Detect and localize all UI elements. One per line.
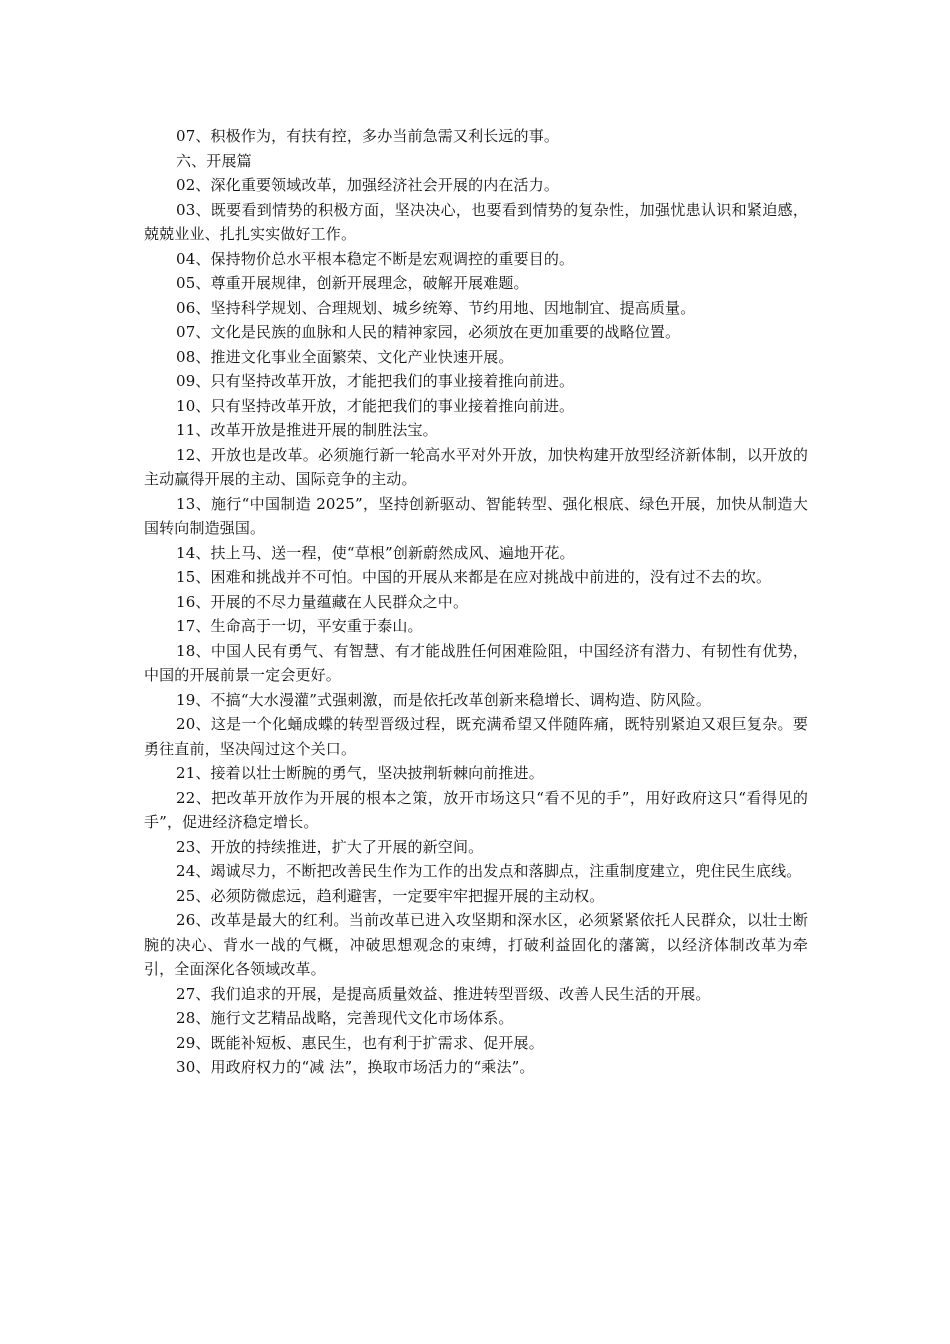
paragraph: 25、必须防微虑远，趋利避害，一定要牢牢把握开展的主动权。 <box>176 886 605 905</box>
paragraph: 03、既要看到情势的积极方面，坚决决心，也要看到情势的复杂性，加强忧患认识和紧迫感，兢兢业业、扎扎实实做好工作。 <box>144 200 808 243</box>
paragraph: 11、改革开放是推进开展的制胜法宝。 <box>176 421 438 439</box>
paragraph: 30、用政府权力的“减 法”，换取市场活力的“乘法”。 <box>176 1058 535 1076</box>
paragraph: 16、开展的不尽力量蕴藏在人民群众之中。 <box>176 592 469 611</box>
paragraph: 18、中国人民有勇气、有智慧、有才能战胜任何困难险阻，中国经济有潜力、有韧性有优势，中国的开展前景一定会更好。 <box>144 641 808 684</box>
paragraph: 13、施行“中国制造 2025”，坚持创新驱动、智能转型、强化根底、绿色开展，加快从制造大国转向制造强国。 <box>144 494 808 537</box>
paragraph: 04、保持物价总水平根本稳定不断是宏观调控的重要目的。 <box>176 249 575 268</box>
paragraph: 09、只有坚持改革开放，才能把我们的事业接着推向前进。 <box>176 372 575 390</box>
paragraph: 26、改革是最大的红利。当前改革已进入攻坚期和深水区，必须紧紧依托人民群众，以壮士断腕的决心、背水一战的气概，冲破思想观念的束缚，打破利益固化的藩篱，以经济体制改革为牵引，全面深化各领域改革。 <box>144 911 808 978</box>
paragraph: 17、生命高于一切，平安重于泰山。 <box>176 617 423 635</box>
paragraph: 02、深化重要领域改革，加强经济社会开展的内在活力。 <box>176 176 559 194</box>
paragraph: 23、开放的持续推进，扩大了开展的新空间。 <box>176 837 484 856</box>
section-heading: 六、开展篇 <box>176 151 252 170</box>
paragraph: 14、扶上马、送一程，使“草根”创新蔚然成风、遍地开花。 <box>176 543 575 562</box>
paragraph: 15、困难和挑战并不可怕。中国的开展从来都是在应对挑战中前进的，没有过不去的坎。 <box>176 568 772 586</box>
paragraph: 10、只有坚持改革开放，才能把我们的事业接着推向前进。 <box>176 396 575 415</box>
paragraph: 07、文化是民族的血脉和人民的精神家园，必须放在更加重要的战略位置。 <box>176 323 681 341</box>
document-body <box>144 124 808 1080</box>
paragraph: 08、推进文化事业全面繁荣、文化产业快速开展。 <box>176 347 514 366</box>
paragraph: 29、既能补短板、惠民生，也有利于扩需求、促开展。 <box>176 1033 544 1052</box>
paragraph: 24、竭诚尽力，不断把改善民生作为工作的出发点和落脚点，注重制度建立，兜住民生底线。 <box>176 862 802 880</box>
paragraph: 27、我们追求的开展，是提高质量效益、推进转型晋级、改善人民生活的开展。 <box>176 984 711 1003</box>
paragraph: 12、开放也是改革。必须施行新一轮高水平对外开放，加快构建开放型经济新体制，以开放的主动赢得开展的主动、国际竞争的主动。 <box>144 445 808 488</box>
paragraph: 22、把改革开放作为开展的根本之策，放开市场这只“看不见的手”，用好政府这只“看得见的手”，促进经济稳定增长。 <box>144 788 808 831</box>
paragraph: 06、坚持科学规划、合理规划、城乡统筹、节约用地、因地制宜、提高质量。 <box>176 298 696 317</box>
paragraph: 28、施行文艺精品战略，完善现代文化市场体系。 <box>176 1009 514 1027</box>
paragraph: 21、接着以壮士断腕的勇气，坚决披荆斩棘向前推进。 <box>176 764 544 782</box>
paragraph: 20、这是一个化蛹成蝶的转型晋级过程，既充满希望又伴随阵痛，既特别紧迫又艰巨复杂。要勇往直前，坚决闯过这个关口。 <box>144 715 808 758</box>
paragraph: 07、积极作为，有扶有控，多办当前急需又利长远的事。 <box>176 127 559 145</box>
paragraph: 05、尊重开展规律，创新开展理念，破解开展难题。 <box>176 274 529 292</box>
paragraph: 19、不搞“大水漫灌”式强刺激，而是依托改革创新来稳增长、调构造、防风险。 <box>176 690 711 709</box>
